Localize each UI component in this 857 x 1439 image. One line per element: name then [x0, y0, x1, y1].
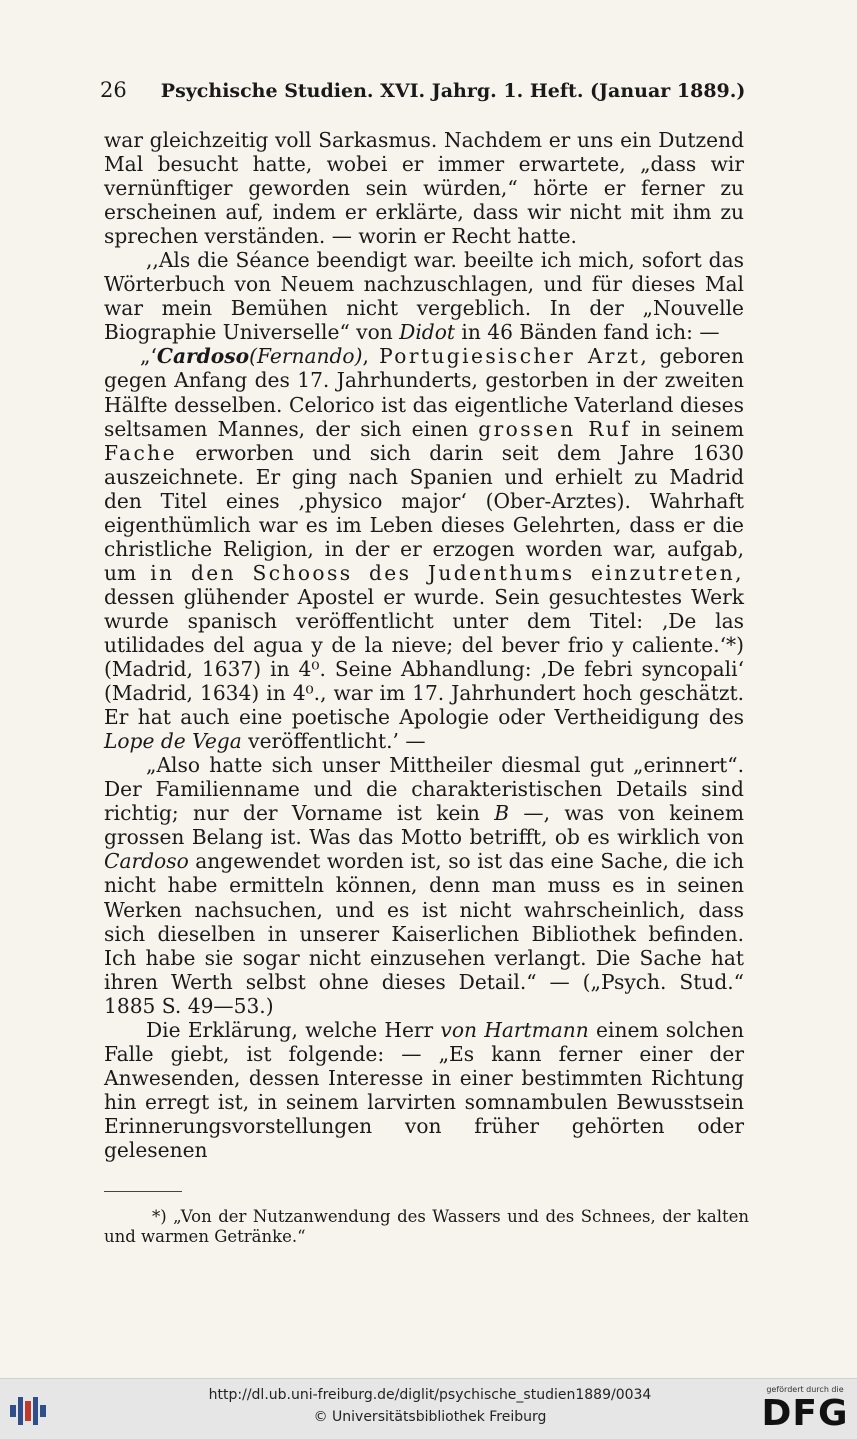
journal-title: Psychische Studien. XVI. Jahrg. 1. Heft. (Januar 1889.) [160, 80, 746, 102]
viewer-footer-bar [0, 1378, 857, 1439]
body-text [104, 128, 744, 1162]
name-von-hartmann: von Hartmann [440, 1017, 589, 1042]
paragraph-2 [104, 248, 744, 344]
footnote-rule [104, 1191, 182, 1192]
spaced-grossen-ruf: grossen Ruf [478, 416, 632, 441]
paragraph-5-text-b: einem solchen Falle giebt, ist folgende: — „Es kann ferner einer der Anwesenden, dessen Interesse in einer bestimmten Richtung hin erregt ist, in seinem larvirten somnambulen Bewusstsein Erinnerungsvorstellungen von früher gehörten oder gelesenen [104, 1017, 745, 1162]
footnote-text: *) „Von der Nutzanwendung des Wassers und des Schnees, der kalten und warmen Getränke.“ [104, 1207, 749, 1246]
quote-open: „‘ [140, 344, 157, 369]
paragraph-3-quote [104, 344, 744, 753]
paragraph-2-text-b: in 46 Bänden fand ich: — [455, 320, 720, 345]
paragraph-4-text-b: —, was von keinem grossen Belang ist. Was das Motto betrifft, ob es wirklich von [104, 801, 744, 850]
name-cardoso-2: Cardoso [104, 849, 189, 874]
name-lope-de-vega: Lope de Vega [104, 729, 242, 754]
dfg-logo: DFG [761, 1393, 849, 1434]
running-header [100, 78, 746, 102]
paragraph-2-text-a: ,,Als die Séance beendigt war. beeilte ich mich, sofort das Wörterbuch von Neuem nachzuschlagen, und für dieses Mal war mein Bemühen nicht vergeblich. In der „Nouvelle Biographie Universelle“ von [104, 248, 744, 345]
spaced-portugiesischer: Portugiesischer Arzt, [379, 344, 650, 369]
paragraph-3-text-e: dessen glühender Apostel er wurde. Sein gesuchtestes Werk wurde spanisch veröffentlicht unter dem Titel: ‚De las utilidades del agua y de la nieve; del bever frio y caliente.‘*) (Madrid, 1637) in 4⁰. Seine Abhandlung: ‚De febri syncopali‘ (Madrid, 1634) in 4⁰., war im 17. Jahrhundert hoch geschätzt. Er hat auch eine poetische Apologie oder Vertheidigung des [104, 584, 744, 730]
paragraph-3-text-f: veröffentlicht.’ — [241, 729, 426, 754]
university-library-logo-icon [8, 1393, 48, 1429]
letter-b: B [494, 801, 510, 826]
paragraph-3-text-a: , [362, 344, 380, 369]
paragraph-1: war gleichzeitig voll Sarkasmus. Nachdem er uns ein Dutzend Mal besucht hatte, wobei er immer erwartete, „dass wir vernünftiger geworden sein würden,“ hörte er ferner zu erscheinen auf, indem er erklärte, dass wir nicht mit ihm zu sprechen verständen. — worin er Recht hatte. [104, 128, 744, 249]
name-cardoso: Cardoso [156, 344, 250, 369]
paragraph-3-text-b: geboren gegen Anfang des 17. Jahrhunderts, gestorben in der zweiten Hälfte desselben. Celorico ist das eigentliche Vaterland dieses seltsamen Mannes, der sich einen [104, 344, 744, 441]
paragraph-5-text-a: Die Erklärung, welche Herr [146, 1017, 441, 1042]
paragraph-3-text-c: in seinem [631, 416, 744, 441]
spaced-schooss: in den Schooss des Judenthums einzutreten, [150, 560, 744, 585]
copyright-notice: © Universitätsbibliothek Freiburg [313, 1409, 547, 1425]
paragraph-4 [104, 753, 744, 1018]
paragraph-5 [104, 1018, 744, 1162]
permalink-url[interactable]: http://dl.ub.uni-freiburg.de/diglit/psychische_studien1889/0034 [208, 1387, 652, 1403]
spaced-fache: Fache [104, 440, 177, 465]
footnote [104, 1207, 749, 1247]
name-fernando: (Fernando) [249, 344, 363, 369]
author-didot: Didot [399, 320, 455, 345]
dfg-caption: gefördert durch die [766, 1385, 844, 1394]
paragraph-4-text-c: angewendet worden ist, so ist das eine Sache, die ich nicht habe ermitteln können, denn man muss es in seinen Werken nachsuchen, und es ist nicht wahrscheinlich, dass sich dieselben in unserer Kaiserlichen Bibliothek befinden. Ich habe sie sogar nicht einzusehen verlangt. Die Sache hat ihren Werth selbst ohne dieses Detail.“ — („Psych. Stud.“ 1885 S. 49—53.) [104, 849, 744, 1018]
page-number: 26 [100, 78, 127, 102]
paragraph-4-text-a: „Also hatte sich unser Mittheiler diesmal gut „erinnert“. Der Familienname und die charakteristischen Details sind richtig; nur der Vorname ist kein [104, 753, 744, 826]
paragraph-3-text-d: erworben und sich darin seit dem Jahre 1630 auszeichnete. Er ging nach Spanien und erhielt zu Madrid den Titel eines ‚physico major‘ (Ober-Arztes). Wahrhaft eigenthümlich war es im Leben dieses Gelehrten, dass er die christliche Religion, in der er erzogen worden war, aufgab, um [104, 440, 744, 585]
